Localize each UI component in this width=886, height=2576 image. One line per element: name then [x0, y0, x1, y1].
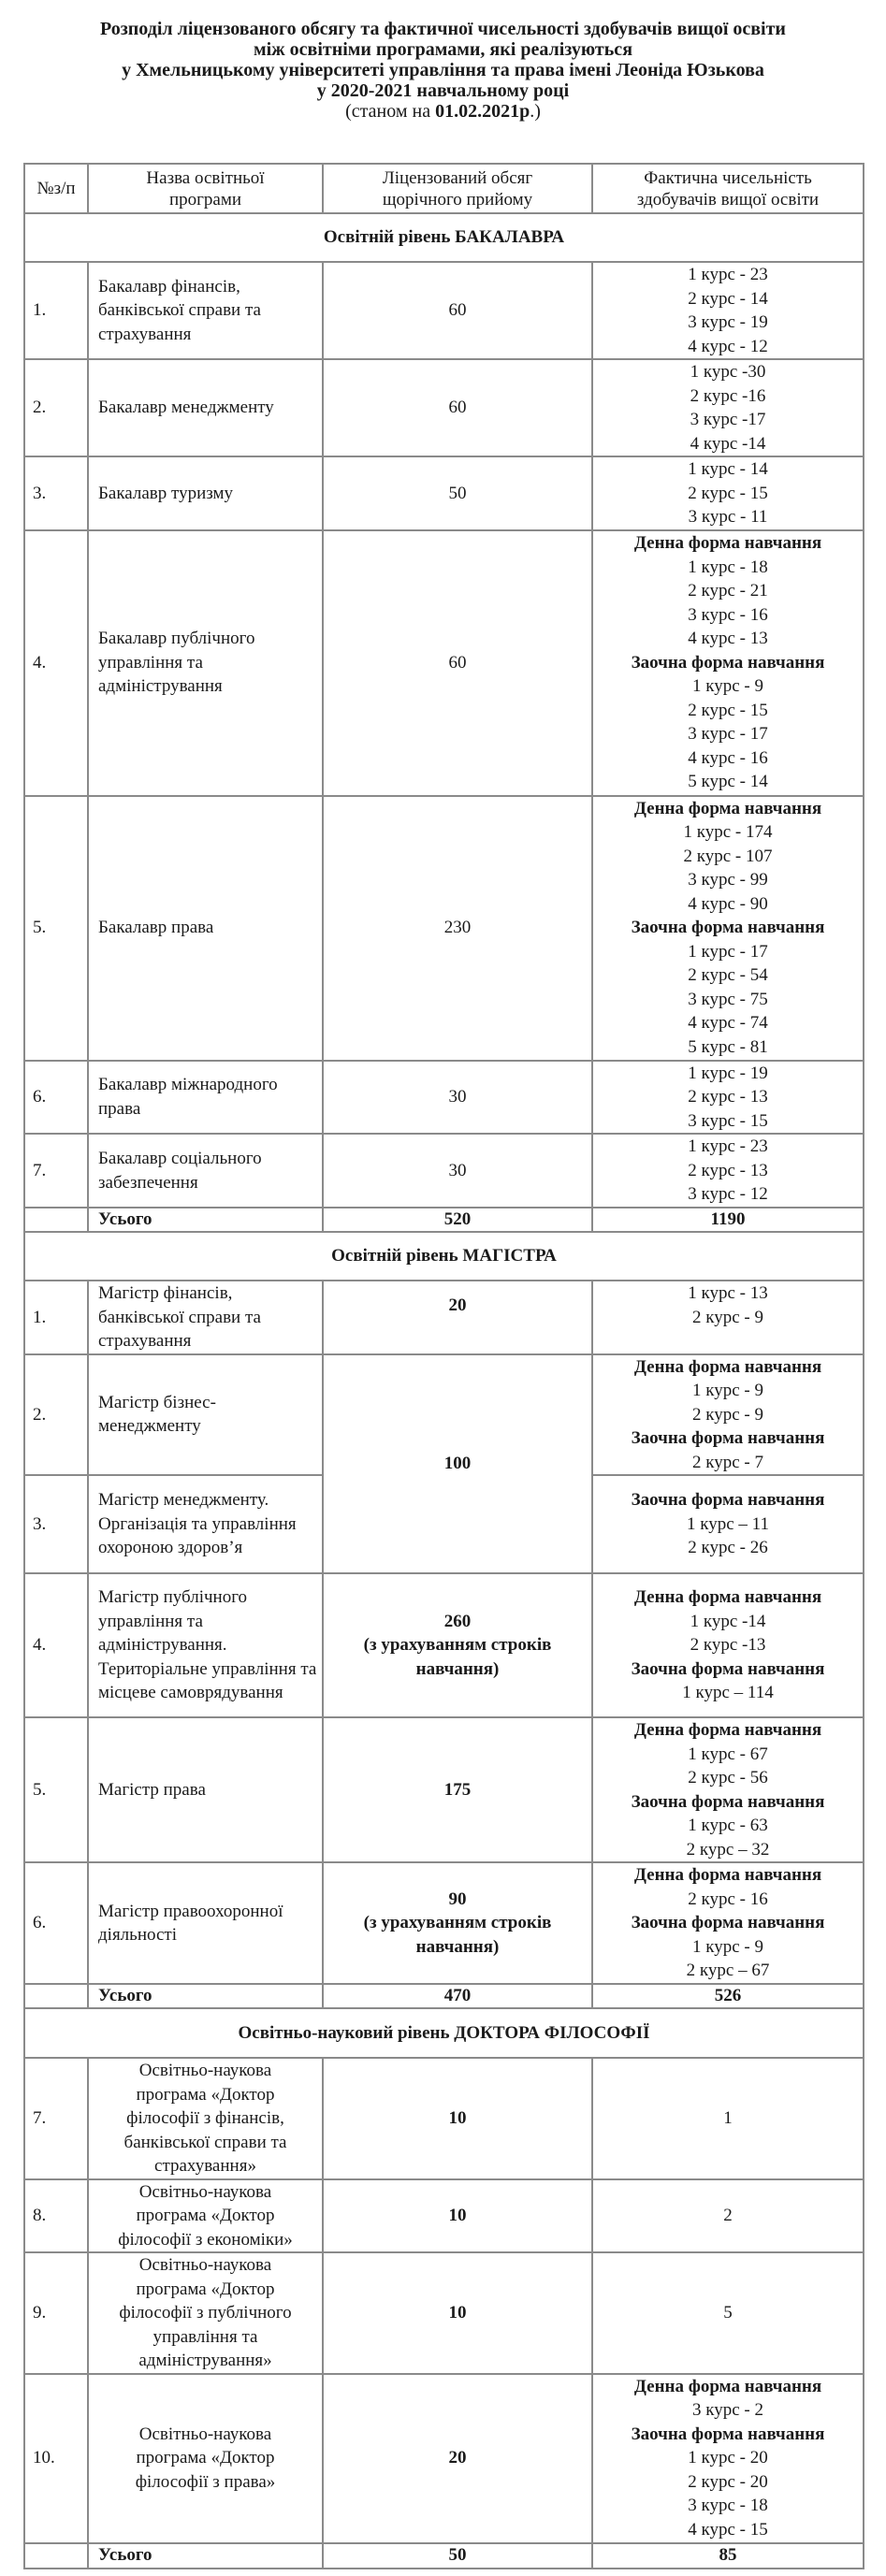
course-line: 1 курс - 9 [692, 1381, 763, 1400]
study-form-label: Заочна форма навчання [631, 2424, 825, 2444]
course-line: 2 курс -13 [690, 1635, 766, 1656]
table-row [24, 1061, 864, 1135]
row-number: 7. [24, 2058, 88, 2179]
licensed-volume: 60 [323, 262, 592, 359]
row-number: 8. [24, 2179, 88, 2253]
course-line: 3 курс - 19 [688, 312, 768, 332]
table-row [24, 2252, 864, 2374]
total-label: Усього [88, 2543, 323, 2569]
row-number: 10. [24, 2374, 88, 2543]
row-number: 2. [24, 1354, 88, 1476]
as-of-prefix: (станом на [345, 101, 436, 122]
course-line: 4 курс -14 [690, 433, 766, 454]
course-line: 5 курс - 14 [688, 772, 768, 792]
total-actual: 1190 [592, 1208, 864, 1232]
course-line: 3 курс - 15 [688, 1110, 768, 1131]
table-row [24, 1281, 864, 1354]
table-row [24, 2058, 864, 2179]
course-line: 3 курс - 18 [688, 2496, 768, 2516]
table-header-row [24, 164, 864, 213]
study-form-label: Заочна форма навчання [631, 1658, 825, 1679]
row-number: 4. [24, 530, 88, 796]
study-form-label: Денна форма навчання [633, 2376, 822, 2396]
program-name: Бакалавр права [88, 796, 323, 1061]
section-header-phd [24, 2008, 864, 2058]
study-form-label: Денна форма навчання [633, 1587, 822, 1608]
course-line: 2 курс - 54 [688, 965, 768, 986]
total-actual: 526 [592, 1984, 864, 2008]
course-line: 3 курс - 16 [688, 604, 768, 625]
row-number: 3. [24, 456, 88, 530]
table-row [24, 456, 864, 530]
study-form-label: Денна форма навчання [633, 533, 822, 554]
course-line: 1 курс -14 [690, 1611, 766, 1631]
course-line: 3 курс - 2 [692, 2400, 763, 2421]
licensed-volume: 10 [323, 2058, 592, 2179]
row-number: 3. [24, 1475, 88, 1573]
total-empty-cell [24, 1208, 88, 1232]
study-form-label: Денна форма навчання [633, 1720, 822, 1740]
course-line: 2 курс - 9 [692, 1307, 763, 1327]
course-line: 1 курс - 23 [688, 1136, 768, 1157]
title-line-2: між освітніми програмами, які реалізуються [253, 39, 633, 60]
actual-count [592, 456, 864, 530]
course-line: 2 курс - 9 [692, 1404, 763, 1425]
enrollment-table [23, 163, 864, 2569]
total-empty-cell [24, 2543, 88, 2569]
row-number: 1. [24, 1281, 88, 1354]
course-line: 4 курс - 90 [688, 893, 768, 914]
licensed-volume: 10 [323, 2252, 592, 2374]
study-form-label: Заочна форма навчання [631, 1791, 825, 1812]
total-label: Усього [88, 1984, 323, 2008]
course-line: 4 курс - 15 [688, 2519, 768, 2540]
licensed-volume: 50 [323, 456, 592, 530]
course-line: 4 курс - 12 [688, 336, 768, 356]
course-line: 4 курс - 13 [688, 629, 768, 649]
title-line-3: у Хмельницькому університеті управління та права імені Леоніда Юзькова [122, 60, 764, 80]
table-row [24, 1134, 864, 1208]
study-form-label: Заочна форма навчання [631, 1490, 825, 1511]
table-row [24, 1862, 864, 1984]
row-number: 5. [24, 1717, 88, 1862]
section-header-bachelor [24, 213, 864, 262]
table-row [24, 2374, 864, 2543]
course-line: 2 курс - 15 [688, 483, 768, 503]
licensed-volume: 60 [323, 359, 592, 456]
total-label: Усього [88, 1208, 323, 1232]
total-actual: 85 [592, 2543, 864, 2569]
actual-count [592, 2374, 864, 2543]
course-line: 2 курс - 7 [692, 1452, 763, 1472]
total-volume: 520 [323, 1208, 592, 1232]
actual-count [592, 1061, 864, 1135]
course-line: 4 курс - 16 [688, 747, 768, 768]
program-name: Магістр права [88, 1717, 323, 1862]
course-line: 1 курс - 23 [688, 265, 768, 284]
course-line: 2 курс – 67 [686, 1961, 770, 1981]
actual-count [592, 1573, 864, 1717]
header-licensed-volume: Ліцензований обсяг щорічного прийому [323, 164, 592, 213]
licensed-volume [323, 1862, 592, 1984]
as-of-suffix: .) [530, 101, 541, 122]
licensed-volume: 230 [323, 796, 592, 1061]
course-line: 2 курс - 13 [688, 1160, 768, 1180]
licensed-volume-value: 90 [448, 1889, 467, 1909]
program-name: Магістр менеджменту. Організація та управління охороною здоров’я [88, 1475, 323, 1573]
course-line: 2 курс - 15 [688, 700, 768, 720]
total-empty-cell [24, 1984, 88, 2008]
program-name: Бакалавр менеджменту [88, 359, 323, 456]
actual-count: 5 [592, 2252, 864, 2374]
actual-count [592, 530, 864, 796]
licensed-volume: 20 [323, 1281, 592, 1354]
actual-count [592, 1281, 864, 1354]
program-name: Освітньо-наукова програма «Доктор філософії з економіки» [88, 2179, 323, 2253]
row-number: 9. [24, 2252, 88, 2374]
licensed-volume-note: (з урахуванням строків навчання) [363, 1635, 552, 1679]
course-line: 2 курс - 14 [688, 288, 768, 309]
program-name: Освітньо-наукова програма «Доктор філософії з фінансів, банківської справи та страхування» [88, 2058, 323, 2179]
table-row [24, 1717, 864, 1862]
course-line: 3 курс - 75 [688, 989, 768, 1009]
row-number: 1. [24, 262, 88, 359]
table-row [24, 796, 864, 1061]
licensed-volume: 60 [323, 530, 592, 796]
licensed-volume: 30 [323, 1061, 592, 1135]
course-line: 1 курс -30 [690, 362, 766, 382]
row-number: 6. [24, 1862, 88, 1984]
study-form-label: Заочна форма навчання [631, 1913, 825, 1933]
as-of-date-line [0, 101, 886, 122]
course-line: 1 курс - 20 [688, 2448, 768, 2468]
row-number: 5. [24, 796, 88, 1061]
actual-count: 1 [592, 2058, 864, 2179]
total-row-phd [24, 2543, 864, 2569]
licensed-volume [323, 1573, 592, 1717]
program-name: Бакалавр міжнародного права [88, 1061, 323, 1135]
row-number: 7. [24, 1134, 88, 1208]
row-number: 4. [24, 1573, 88, 1717]
program-name: Бакалавр фінансів, банківської справи та страхування [88, 262, 323, 359]
program-name: Бакалавр туризму [88, 456, 323, 530]
course-line: 1 курс - 17 [688, 941, 768, 962]
actual-count [592, 1717, 864, 1862]
course-line: 2 курс - 107 [683, 846, 773, 866]
course-line: 3 курс - 99 [688, 870, 768, 890]
table-row [24, 2179, 864, 2253]
program-name: Освітньо-наукова програма «Доктор філософії з права» [88, 2374, 323, 2543]
program-name: Магістр правоохоронної діяльності [88, 1862, 323, 1984]
actual-count [592, 796, 864, 1061]
table-row [24, 262, 864, 359]
course-line: 1 курс - 63 [688, 1816, 768, 1835]
licensed-volume-note: (з урахуванням строків навчання) [363, 1913, 552, 1957]
course-line: 1 курс - 19 [688, 1063, 768, 1083]
study-form-label: Заочна форма навчання [631, 918, 825, 938]
title-line-4: у 2020-2021 навчальному році [316, 80, 570, 101]
study-form-label: Заочна форма навчання [631, 1428, 825, 1448]
total-volume: 50 [323, 2543, 592, 2569]
course-line: 2 курс - 26 [688, 1538, 768, 1558]
study-form-label: Денна форма навчання [633, 1865, 822, 1886]
course-line: 3 курс - 12 [688, 1184, 768, 1205]
course-line: 1 курс - 13 [688, 1283, 768, 1303]
course-line: 2 курс – 32 [686, 1839, 770, 1860]
actual-count [592, 1134, 864, 1208]
header-actual-count: Фактична чисельність здобувачів вищої освіти [592, 164, 864, 213]
course-line: 4 курс - 74 [688, 1013, 768, 1034]
course-line: 2 курс - 13 [688, 1087, 768, 1107]
table-row [24, 1573, 864, 1717]
section-title: Освітній рівень МАГІСТРА [24, 1232, 864, 1281]
section-header-master [24, 1232, 864, 1281]
course-line: 1 курс - 67 [688, 1744, 768, 1764]
licensed-volume: 30 [323, 1134, 592, 1208]
study-form-label: Денна форма навчання [633, 1356, 822, 1377]
program-name: Магістр бізнес-менеджменту [88, 1354, 323, 1476]
table-row [24, 530, 864, 796]
course-line: 1 курс - 14 [688, 459, 768, 479]
title-line-1: Розподіл ліцензованого обсягу та фактичної чисельності здобувачів вищої освіти [100, 19, 786, 39]
licensed-volume: 10 [323, 2179, 592, 2253]
actual-count [592, 1475, 864, 1573]
actual-count [592, 262, 864, 359]
course-line: 1 курс - 174 [683, 822, 773, 843]
licensed-volume: 20 [323, 2374, 592, 2543]
total-volume: 470 [323, 1984, 592, 2008]
actual-count [592, 1862, 864, 1984]
table-row [24, 359, 864, 456]
course-line: 1 курс - 9 [692, 676, 763, 697]
row-number: 6. [24, 1061, 88, 1135]
course-line: 2 курс - 21 [688, 581, 768, 601]
study-form-label: Денна форма навчання [633, 798, 822, 818]
program-name: Магістр фінансів, банківської справи та страхування [88, 1281, 323, 1354]
section-title: Освітній рівень БАКАЛАВРА [24, 213, 864, 262]
course-line: 1 курс – 11 [687, 1513, 769, 1534]
course-line: 2 курс - 20 [688, 2471, 768, 2492]
actual-count: 2 [592, 2179, 864, 2253]
course-line: 2 курс - 56 [688, 1768, 768, 1787]
course-line: 2 курс - 16 [688, 1889, 768, 1909]
document-title [0, 19, 886, 122]
course-line: 2 курс -16 [690, 385, 766, 406]
licensed-volume-shared: 100 [323, 1354, 592, 1574]
course-line: 1 курс - 9 [692, 1936, 763, 1957]
course-line: 3 курс - 17 [688, 724, 768, 745]
course-line: 3 курс - 11 [688, 507, 768, 527]
licensed-volume-value: 260 [443, 1611, 472, 1631]
study-form-label: Заочна форма навчання [631, 652, 825, 673]
total-row-master [24, 1984, 864, 2008]
table-row [24, 1354, 864, 1476]
course-line: 1 курс – 114 [682, 1683, 774, 1703]
header-program-name: Назва освітньої програми [88, 164, 323, 213]
course-line: 1 курс - 18 [688, 557, 768, 577]
section-title: Освітньо-науковий рівень ДОКТОРА ФІЛОСОФІЇ [24, 2008, 864, 2058]
as-of-date: 01.02.2021р [435, 101, 530, 122]
total-row-bachelor [24, 1208, 864, 1232]
actual-count [592, 359, 864, 456]
licensed-volume: 175 [323, 1717, 592, 1862]
program-name: Магістр публічного управління та адміністрування. Територіальне управління та місцеве самоврядування [88, 1573, 323, 1717]
actual-count [592, 1354, 864, 1476]
row-number: 2. [24, 359, 88, 456]
header-number: №з/п [24, 164, 88, 213]
program-name: Освітньо-наукова програма «Доктор філософії з публічного управління та адміністрування» [88, 2252, 323, 2374]
program-name: Бакалавр публічного управління та адміністрування [88, 530, 323, 796]
program-name: Бакалавр соціального забезпечення [88, 1134, 323, 1208]
course-line: 3 курс -17 [690, 410, 766, 429]
course-line: 5 курс - 81 [688, 1036, 768, 1057]
